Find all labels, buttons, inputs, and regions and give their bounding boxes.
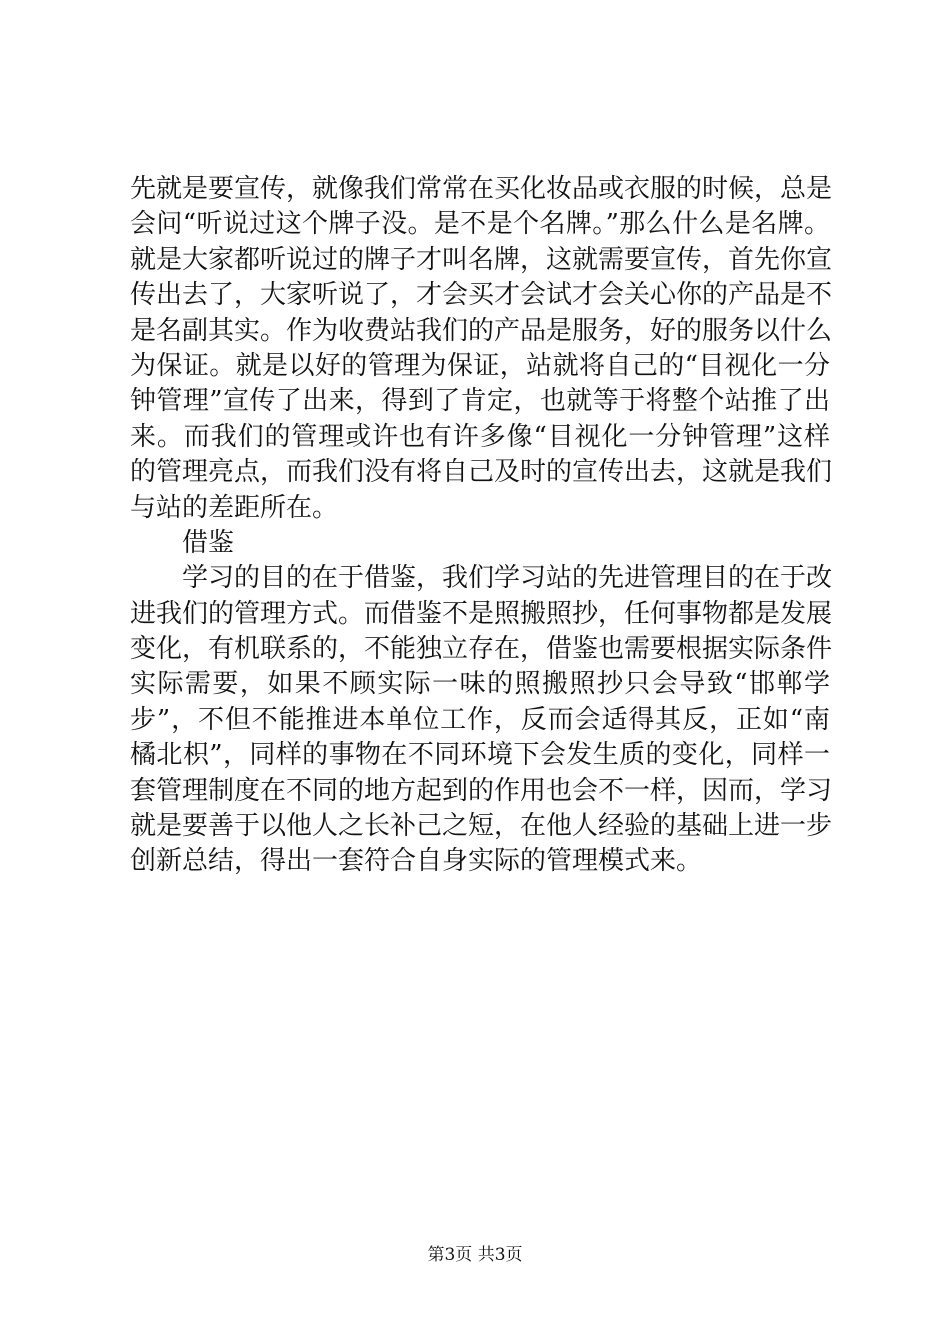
body-text: [130, 172, 833, 880]
text-line: 实际需要，如果不顾实际一味的照搬照抄只会导致“邯郸学: [130, 669, 830, 700]
text-line: 与站的差距所在。: [130, 492, 339, 523]
text-line: 橘北枳”，同样的事物在不同环境下会发生质的变化，同样一: [130, 740, 830, 771]
text-line: 是名副其实。作为收费站我们的产品是服务，好的服务以什么: [130, 315, 833, 346]
section-heading: 借鉴: [182, 527, 235, 558]
text-line: 套管理制度在不同的地方起到的作用也会不一样，因而，学习: [130, 775, 833, 806]
text-line: 变化，有机联系的，不能独立存在，借鉴也需要根据实际条件: [130, 634, 833, 665]
text-line: 来。而我们的管理或许也有许多像“目视化一分钟管理”这样: [130, 421, 830, 452]
text-line: 就是要善于以他人之长补己之短，在他人经验的基础上进一步: [130, 811, 833, 842]
text-line: 学习的目的在于借鉴，我们学习站的先进管理目的在于改: [182, 563, 833, 594]
text-line: 进我们的管理方式。而借鉴不是照搬照抄，任何事物都是发展: [130, 598, 833, 629]
page-footer: 第3页 共3页: [427, 1245, 523, 1265]
text-line: 就是大家都听说过的牌子才叫名牌，这就需要宣传，首先你宣: [130, 244, 833, 275]
text-line: 步”，不但不能推进本单位工作，反而会适得其反，正如“南: [130, 704, 830, 735]
text-line: 钟管理”宣传了出来，得到了肯定，也就等于将整个站推了出: [130, 386, 830, 417]
text-line: 先就是要宣传，就像我们常常在买化妆品或衣服的时候，总是: [130, 174, 833, 204]
text-line: 创新总结，得出一套符合自身实际的管理模式来。: [130, 846, 703, 877]
text-line: 传出去了，大家听说了，才会买才会试才会关心你的产品是不: [130, 280, 833, 311]
text-line: 的管理亮点，而我们没有将自己及时的宣传出去，这就是我们: [130, 457, 833, 488]
text-line: 会问“听说过这个牌子没。是不是个名牌。”那么什么是名牌。: [130, 209, 830, 240]
text-line: 为保证。就是以好的管理为保证，站就将自己的“目视化一分: [130, 350, 830, 381]
